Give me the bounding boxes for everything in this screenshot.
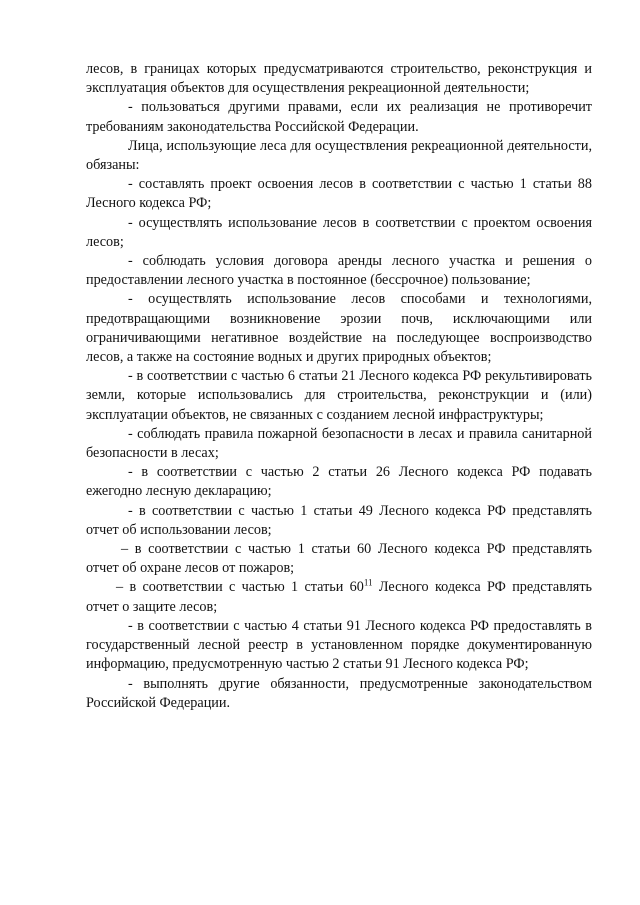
list-item: - в соответствии с частью 6 статьи 21 Лесного кодекса РФ рекультивировать земли, которые использовались для строительства, реконструкции и (или) эксплуатации объектов, не связанных с созданием лесной инфраструктуры; <box>86 368 592 423</box>
list-item: - выполнять другие обязанности, предусмотренные законодательством Российской Федерации. <box>86 675 592 711</box>
list-item: - соблюдать правила пожарной безопасности в лесах и правила санитарной безопасности в лесах; <box>86 425 592 462</box>
list-item: - соблюдать условия договора аренды лесного участка и решения о предоставлении лесного участка в постоянное (бессрочное) пользование; <box>86 253 592 289</box>
list-item-text: – в соответствии с частью 1 статьи 60 <box>116 579 364 596</box>
list-item: - составлять проект освоения лесов в соответствии с частью 1 статьи 88 Лесного кодекса РФ; <box>86 176 592 212</box>
footnote-superscript: 11 <box>363 577 373 588</box>
paragraph-continuation: лесов, в границах которых предусматриваются строительство, реконструкция и эксплуатация объектов для осуществления рекреационной деятельности; <box>86 61 592 97</box>
list-item-text-rest: Лесного кодекса РФ представлять отчет о защите лесов; <box>86 579 592 615</box>
list-item: – в соответствии с частью 1 статьи 60 Лесного кодекса РФ представлять отчет об охране лесов от пожаров; <box>86 541 592 577</box>
list-item: - в соответствии с частью 1 статьи 49 Лесного кодекса РФ представлять отчет об использовании лесов; <box>86 502 592 538</box>
list-item: - в соответствии с частью 2 статьи 26 Лесного кодекса РФ подавать ежегодно лесную декларацию; <box>86 464 592 500</box>
list-item: - в соответствии с частью 4 статьи 91 Лесного кодекса РФ предоставлять в государственный лесной реестр в установленном порядке документированную информацию, предусмотренную частью 2 статьи 91 Лесного кодекса РФ; <box>86 617 592 673</box>
list-item <box>86 578 592 616</box>
list-item: - осуществлять использование лесов в соответствии с проектом освоения лесов; <box>86 214 592 250</box>
paragraph-rights: - пользоваться другими правами, если их реализация не противоречит требованиям законодательства Российской Федерации. <box>86 99 592 135</box>
list-item: - осуществлять использование лесов способами и технологиями, предотвращающими возникновение эрозии почв, исключающими или ограничивающими негативное воздействие на последующее воспроизводство лесов, а также на состояние водных и других природных объектов; <box>86 291 592 366</box>
paragraph-obligations-intro: Лица, использующие леса для осуществления рекреационной деятельности, обязаны: <box>86 137 592 174</box>
document-body <box>86 60 592 713</box>
